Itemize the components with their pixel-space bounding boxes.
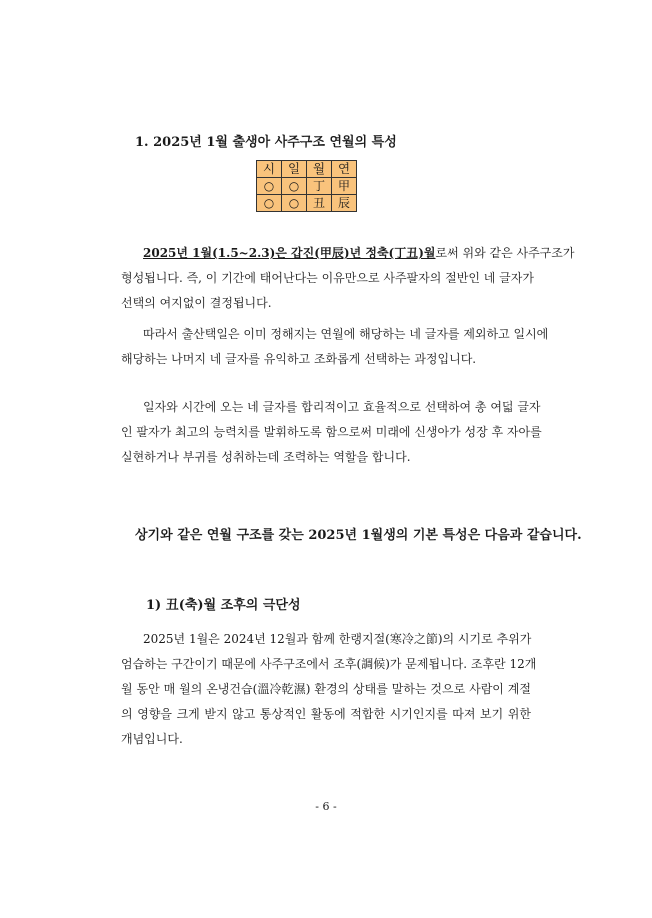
saju-stem-row <box>257 178 357 195</box>
paragraph-day-hour-selection <box>121 395 542 470</box>
summary-heading: 상기와 같은 연월 구조를 갖는 2025년 1월생의 기본 특성은 다음과 같습니다. <box>135 528 582 543</box>
paragraph-line: 2025년 1월은 2024년 12월과 함께 한랭지절(寒冷之節)의 시기로 추위가 <box>143 632 532 646</box>
saju-structure-table <box>256 160 357 212</box>
saju-cell: 甲 <box>332 178 357 195</box>
saju-header-cell: 일 <box>282 161 307 178</box>
saju-header-cell: 연 <box>332 161 357 178</box>
paragraph-birth-date-selection <box>121 322 549 372</box>
paragraph-line: 실현하거나 부귀를 성취하는데 조력하는 역할을 합니다. <box>121 450 411 464</box>
saju-cell: ○ <box>282 195 307 212</box>
saju-cell: 辰 <box>332 195 357 212</box>
saju-cell: ○ <box>257 195 282 212</box>
saju-header-cell: 월 <box>307 161 332 178</box>
page-number: - 6 - <box>315 800 337 813</box>
paragraph-line <box>121 241 575 266</box>
paragraph-line: 선택의 여지없이 결정됩니다. <box>121 296 272 310</box>
paragraph-line: 따라서 출산택일은 이미 정해지는 연월에 해당하는 네 글자를 제외하고 일시에 <box>143 327 549 341</box>
saju-cell: ○ <box>257 178 282 195</box>
paragraph-line: 일자와 시간에 오는 네 글자를 합리적이고 효율적으로 선택하여 총 여덟 글자 <box>143 400 541 414</box>
saju-cell: 丑 <box>307 195 332 212</box>
saju-header-cell: 시 <box>257 161 282 178</box>
paragraph-line: 월 동안 매 월의 온냉건습(溫冷乾濕) 환경의 상태를 말하는 것으로 사람이 계절 <box>121 682 531 696</box>
paragraph-text: 로써 위와 같은 사주구조가 <box>435 246 575 260</box>
paragraph-line: 의 영향을 크게 받지 않고 통상적인 활동에 적합한 시기인지를 따져 보기 위한 <box>121 707 531 721</box>
saju-cell: ○ <box>282 178 307 195</box>
subsection-1-title: 1) 丑(축)월 조후의 극단성 <box>146 598 301 613</box>
saju-branch-row <box>257 195 357 212</box>
paragraph-johu <box>121 627 537 752</box>
paragraph-line: 엄습하는 구간이기 때문에 사주구조에서 조후(調候)가 문제됩니다. 조후란 12개 <box>121 657 537 671</box>
paragraph-month-structure <box>121 241 575 316</box>
underlined-phrase: 2025년 1월(1.5~2.3)은 갑진(甲辰)년 정축(丁丑)월 <box>143 246 436 260</box>
paragraph-line: 해당하는 나머지 네 글자를 유익하고 조화롭게 선택하는 과정입니다. <box>121 352 477 366</box>
saju-header-row <box>257 161 357 178</box>
paragraph-line: 형성됩니다. 즉, 이 기간에 태어난다는 이유만으로 사주팔자의 절반인 네 글자가 <box>121 271 534 285</box>
paragraph-line: 개념입니다. <box>121 732 183 746</box>
saju-cell: 丁 <box>307 178 332 195</box>
section-1-title: 1. 2025년 1월 출생아 사주구조 연월의 특성 <box>135 135 397 150</box>
paragraph-line: 인 팔자가 최고의 능력치를 발휘하도록 함으로써 미래에 신생아가 성장 후 자아를 <box>121 425 542 439</box>
